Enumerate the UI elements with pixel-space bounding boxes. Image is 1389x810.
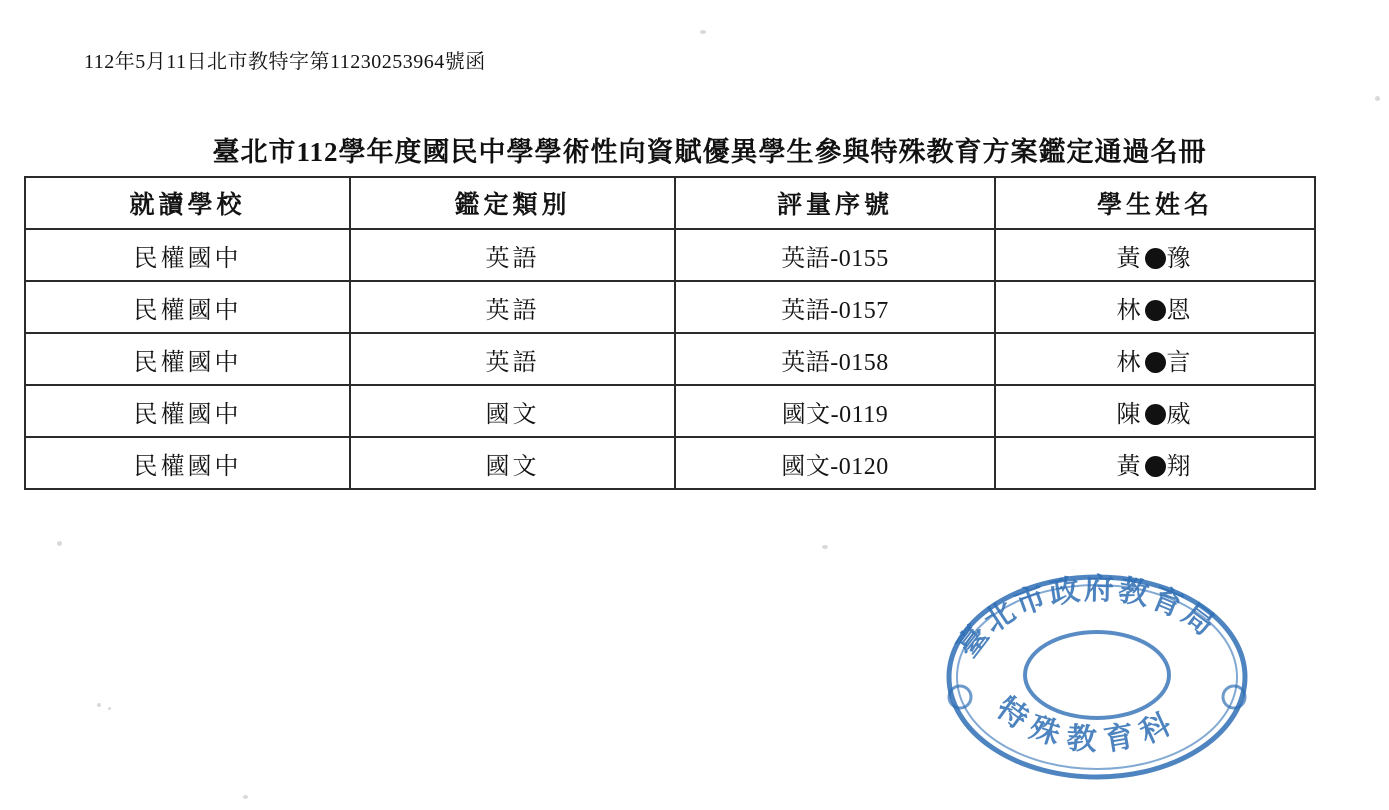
cell-category: 英語: [350, 229, 675, 281]
redaction-dot-icon: [1145, 404, 1166, 425]
page-title: 臺北市112學年度國民中學學術性向資賦優異學生參與特殊教育方案鑑定通過名冊: [212, 137, 1207, 167]
table-row: [25, 229, 1315, 281]
name-prefix: 陳: [1116, 401, 1144, 428]
cell-student-name: [995, 437, 1315, 489]
scan-speck: [822, 545, 828, 549]
name-suffix: 威: [1166, 401, 1194, 428]
cell-school: 民權國中: [25, 281, 350, 333]
name-suffix: 翔: [1166, 453, 1194, 480]
cell-school: 民權國中: [25, 229, 350, 281]
cell-school: 民權國中: [25, 333, 350, 385]
cell-student-name: [995, 385, 1315, 437]
redaction-dot-icon: [1145, 248, 1166, 269]
cell-student-name: [995, 229, 1315, 281]
cell-sequence: 英語-0157: [675, 281, 995, 333]
column-header-school: 就讀學校: [25, 177, 350, 229]
cell-student-name: [995, 333, 1315, 385]
official-seal-stamp: [932, 562, 1262, 792]
redaction-dot-icon: [1145, 456, 1166, 477]
column-header-student-name: 學生姓名: [995, 177, 1315, 229]
cell-category: 英語: [350, 333, 675, 385]
name-prefix: 林: [1116, 349, 1144, 376]
cell-sequence: 國文-0119: [675, 385, 995, 437]
name-prefix: 黃: [1116, 453, 1144, 480]
cell-category: 國文: [350, 437, 675, 489]
name-prefix: 黃: [1116, 245, 1144, 272]
svg-text:特殊教育科: 特殊教育科: [990, 691, 1186, 758]
table-row: [25, 385, 1315, 437]
cell-category: 國文: [350, 385, 675, 437]
cell-student-name: [995, 281, 1315, 333]
table-row: [25, 281, 1315, 333]
cell-school: 民權國中: [25, 385, 350, 437]
cell-sequence: 英語-0155: [675, 229, 995, 281]
cell-sequence: 英語-0158: [675, 333, 995, 385]
name-suffix: 言: [1166, 349, 1194, 376]
column-header-sequence: 評量序號: [675, 177, 995, 229]
column-header-category: 鑑定類別: [350, 177, 675, 229]
table-row: [25, 437, 1315, 489]
cell-sequence: 國文-0120: [675, 437, 995, 489]
scan-speck: [700, 30, 706, 34]
name-suffix: 恩: [1166, 297, 1194, 324]
scan-speck: [108, 707, 111, 710]
svg-text:臺北市政府教育局: 臺北市政府教育局: [951, 572, 1223, 664]
table-row: [25, 333, 1315, 385]
name-suffix: 豫: [1166, 245, 1194, 272]
cell-school: 民權國中: [25, 437, 350, 489]
cell-category: 英語: [350, 281, 675, 333]
document-reference-number: 112年5月11日北市教特字第11230253964號函: [84, 51, 486, 73]
name-prefix: 林: [1116, 297, 1144, 324]
roster-table: [24, 176, 1316, 490]
scan-speck: [243, 795, 248, 799]
table-header-row: [25, 177, 1315, 229]
scan-speck: [1375, 96, 1380, 101]
redaction-dot-icon: [1145, 352, 1166, 373]
redaction-dot-icon: [1145, 300, 1166, 321]
scan-speck: [97, 703, 101, 707]
scan-speck: [57, 541, 62, 546]
